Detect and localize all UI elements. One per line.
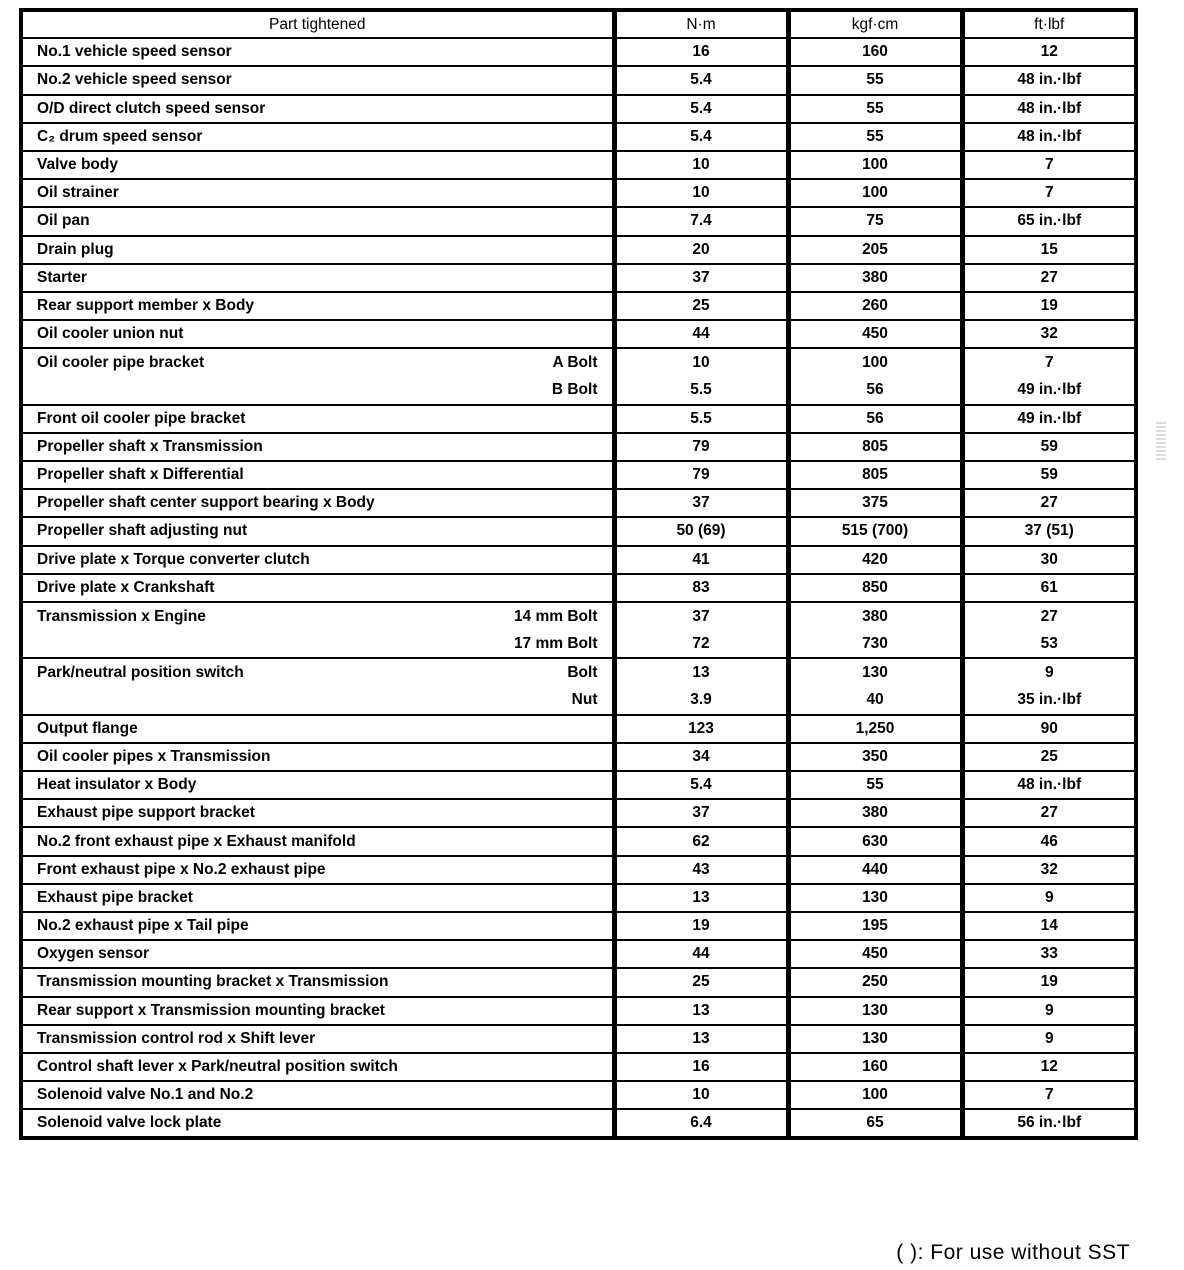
ft-lbf-value: 33: [962, 940, 1136, 968]
kgf-cm-value: 205: [788, 236, 962, 264]
kgf-cm-value: 100: [788, 179, 962, 207]
table-row: [21, 38, 1136, 66]
table-row: [21, 1053, 1136, 1081]
table-row: [21, 827, 1136, 855]
kgf-cm-value: 55: [788, 66, 962, 94]
table-row: [21, 884, 1136, 912]
part-label: Propeller shaft center support bearing x Body: [37, 494, 375, 512]
nm-value: 19: [614, 912, 788, 940]
part-cell: [21, 1109, 614, 1137]
table-row: [21, 856, 1136, 884]
kgf-cm-value: 630: [788, 827, 962, 855]
kgf-cm-value: 350: [788, 743, 962, 771]
table-row: [21, 489, 1136, 517]
kgf-cm-value: 40: [788, 687, 962, 715]
kgf-cm-value: 730: [788, 630, 962, 658]
part-label: Transmission mounting bracket x Transmission: [37, 973, 389, 991]
kgf-cm-value: 55: [788, 123, 962, 151]
nm-value: 50 (69): [614, 517, 788, 545]
part-cell: [21, 1081, 614, 1109]
ft-lbf-value: 9: [962, 1025, 1136, 1053]
ft-lbf-value: 12: [962, 1053, 1136, 1081]
torque-spec-table: [19, 8, 1138, 1140]
table-row: [21, 940, 1136, 968]
nm-value: 10: [614, 151, 788, 179]
part-cell: [21, 292, 614, 320]
part-label: Exhaust pipe support bracket: [37, 804, 255, 822]
scan-artifact: [1156, 420, 1166, 460]
kgf-cm-value: 380: [788, 602, 962, 630]
part-label: Transmission x Engine: [37, 607, 206, 625]
part-cell: [21, 940, 614, 968]
nm-value: 20: [614, 236, 788, 264]
kgf-cm-value: 850: [788, 574, 962, 602]
nm-value: 10: [614, 348, 788, 376]
kgf-cm-value: 100: [788, 348, 962, 376]
nm-value: 6.4: [614, 1109, 788, 1137]
nm-value: 44: [614, 940, 788, 968]
nm-value: 37: [614, 602, 788, 630]
ft-lbf-value: 9: [962, 658, 1136, 686]
part-label: Propeller shaft adjusting nut: [37, 522, 248, 540]
part-cell: [21, 151, 614, 179]
ft-lbf-value: 15: [962, 236, 1136, 264]
part-sub-label: 17 mm Bolt: [513, 634, 598, 652]
part-cell: [21, 1025, 614, 1053]
ft-lbf-value: 27: [962, 264, 1136, 292]
part-label: No.2 exhaust pipe x Tail pipe: [37, 917, 249, 935]
part-label: Front exhaust pipe x No.2 exhaust pipe: [37, 860, 326, 878]
table-row: [21, 292, 1136, 320]
ft-lbf-value: 12: [962, 38, 1136, 66]
ft-lbf-value: 19: [962, 292, 1136, 320]
header-kgf-cm: kgf·cm: [788, 10, 962, 38]
part-label: Heat insulator x Body: [37, 776, 197, 794]
part-sub-label: A Bolt: [552, 353, 598, 371]
part-label: Starter: [37, 268, 87, 286]
ft-lbf-value: 27: [962, 799, 1136, 827]
kgf-cm-value: 160: [788, 38, 962, 66]
part-label: Oil cooler pipes x Transmission: [37, 747, 271, 765]
table-row: [21, 348, 1136, 376]
kgf-cm-value: 75: [788, 207, 962, 235]
nm-value: 37: [614, 489, 788, 517]
nm-value: 44: [614, 320, 788, 348]
part-cell: [21, 123, 614, 151]
part-label: Drive plate x Torque converter clutch: [37, 550, 310, 568]
ft-lbf-value: 27: [962, 489, 1136, 517]
part-cell: [21, 264, 614, 292]
table-row: [21, 320, 1136, 348]
kgf-cm-value: 56: [788, 376, 962, 404]
nm-value: 10: [614, 1081, 788, 1109]
table-row: [21, 1109, 1136, 1137]
nm-value: 16: [614, 1053, 788, 1081]
ft-lbf-value: 48 in.·lbf: [962, 95, 1136, 123]
ft-lbf-value: 90: [962, 715, 1136, 743]
ft-lbf-value: 53: [962, 630, 1136, 658]
part-cell: [21, 771, 614, 799]
part-label: Solenoid valve lock plate: [37, 1113, 222, 1131]
ft-lbf-value: 9: [962, 997, 1136, 1025]
part-cell: [21, 461, 614, 489]
table-row: [21, 123, 1136, 151]
part-label: Park/neutral position switch: [37, 663, 244, 681]
part-label: Propeller shaft x Differential: [37, 466, 244, 484]
table-row: [21, 264, 1136, 292]
nm-value: 62: [614, 827, 788, 855]
table-row: [21, 912, 1136, 940]
kgf-cm-value: 55: [788, 95, 962, 123]
part-label: Output flange: [37, 719, 138, 737]
table-row: [21, 658, 1136, 686]
table-row: [21, 997, 1136, 1025]
kgf-cm-value: 55: [788, 771, 962, 799]
part-cell: [21, 715, 614, 743]
header-ft-lbf: ft·lbf: [962, 10, 1136, 38]
part-label: Drain plug: [37, 240, 114, 258]
table-row: [21, 433, 1136, 461]
ft-lbf-value: 49 in.·lbf: [962, 376, 1136, 404]
nm-value: 10: [614, 179, 788, 207]
kgf-cm-value: 130: [788, 1025, 962, 1053]
part-label: Valve body: [37, 156, 118, 174]
part-cell: [21, 38, 614, 66]
kgf-cm-value: 160: [788, 1053, 962, 1081]
part-cell: [21, 433, 614, 461]
nm-value: 43: [614, 856, 788, 884]
part-cell: [21, 827, 614, 855]
nm-value: 7.4: [614, 207, 788, 235]
ft-lbf-value: 19: [962, 968, 1136, 996]
ft-lbf-value: 56 in.·lbf: [962, 1109, 1136, 1137]
ft-lbf-value: 32: [962, 856, 1136, 884]
ft-lbf-value: 9: [962, 884, 1136, 912]
ft-lbf-value: 61: [962, 574, 1136, 602]
part-cell: [21, 517, 614, 545]
kgf-cm-value: 375: [788, 489, 962, 517]
ft-lbf-value: 59: [962, 433, 1136, 461]
table-row: [21, 743, 1136, 771]
part-cell: [21, 236, 614, 264]
kgf-cm-value: 1,250: [788, 715, 962, 743]
kgf-cm-value: 420: [788, 546, 962, 574]
nm-value: 13: [614, 884, 788, 912]
table-row: [21, 207, 1136, 235]
table-header-row: [21, 10, 1136, 38]
nm-value: 25: [614, 292, 788, 320]
table-row: [21, 1025, 1136, 1053]
part-label: Rear support x Transmission mounting bracket: [37, 1001, 385, 1019]
part-label: Drive plate x Crankshaft: [37, 578, 215, 596]
part-cell: [21, 546, 614, 574]
kgf-cm-value: 380: [788, 799, 962, 827]
kgf-cm-value: 65: [788, 1109, 962, 1137]
part-label: Oil pan: [37, 212, 90, 230]
part-sub-label: Bolt: [567, 663, 598, 681]
kgf-cm-value: 100: [788, 151, 962, 179]
nm-value: 16: [614, 38, 788, 66]
ft-lbf-value: 14: [962, 912, 1136, 940]
table-row: [21, 687, 1136, 715]
nm-value: 5.4: [614, 66, 788, 94]
ft-lbf-value: 32: [962, 320, 1136, 348]
table-row: [21, 630, 1136, 658]
ft-lbf-value: 7: [962, 179, 1136, 207]
nm-value: 13: [614, 658, 788, 686]
kgf-cm-value: 380: [788, 264, 962, 292]
nm-value: 5.5: [614, 376, 788, 404]
kgf-cm-value: 130: [788, 884, 962, 912]
part-label: No.1 vehicle speed sensor: [37, 43, 232, 61]
ft-lbf-value: 46: [962, 827, 1136, 855]
nm-value: 79: [614, 461, 788, 489]
ft-lbf-value: 48 in.·lbf: [962, 123, 1136, 151]
part-cell: [21, 1053, 614, 1081]
table-row: [21, 376, 1136, 404]
nm-value: 5.4: [614, 95, 788, 123]
part-label: Oil cooler pipe bracket: [37, 353, 205, 371]
kgf-cm-value: 100: [788, 1081, 962, 1109]
part-label: Solenoid valve No.1 and No.2: [37, 1086, 254, 1104]
nm-value: 13: [614, 1025, 788, 1053]
kgf-cm-value: 440: [788, 856, 962, 884]
part-label: Rear support member x Body: [37, 296, 255, 314]
part-label: O/D direct clutch speed sensor: [37, 99, 266, 117]
part-label: No.2 vehicle speed sensor: [37, 71, 232, 89]
nm-value: 83: [614, 574, 788, 602]
kgf-cm-value: 450: [788, 940, 962, 968]
ft-lbf-value: 7: [962, 1081, 1136, 1109]
ft-lbf-value: 48 in.·lbf: [962, 66, 1136, 94]
nm-value: 13: [614, 997, 788, 1025]
part-sub-label: 14 mm Bolt: [513, 607, 598, 625]
part-label: Exhaust pipe bracket: [37, 888, 193, 906]
ft-lbf-value: 59: [962, 461, 1136, 489]
nm-value: 5.4: [614, 123, 788, 151]
ft-lbf-value: 25: [962, 743, 1136, 771]
part-cell: [21, 574, 614, 602]
table-row: [21, 151, 1136, 179]
ft-lbf-value: 65 in.·lbf: [962, 207, 1136, 235]
table-row: [21, 546, 1136, 574]
part-cell: [21, 95, 614, 123]
table-row: [21, 715, 1136, 743]
part-label: No.2 front exhaust pipe x Exhaust manifold: [37, 832, 356, 850]
part-cell: [21, 66, 614, 94]
part-label: Oil cooler union nut: [37, 325, 184, 343]
part-label: Front oil cooler pipe bracket: [37, 409, 246, 427]
table-row: [21, 1081, 1136, 1109]
part-cell: [21, 884, 614, 912]
table-row: [21, 968, 1136, 996]
ft-lbf-value: 27: [962, 602, 1136, 630]
part-cell: [21, 207, 614, 235]
nm-value: 79: [614, 433, 788, 461]
nm-value: 72: [614, 630, 788, 658]
part-sub-label: Nut: [571, 691, 598, 709]
table-row: [21, 179, 1136, 207]
kgf-cm-value: 195: [788, 912, 962, 940]
ft-lbf-value: 49 in.·lbf: [962, 405, 1136, 433]
ft-lbf-value: 7: [962, 348, 1136, 376]
part-cell: [21, 320, 614, 348]
nm-value: 37: [614, 799, 788, 827]
part-label: Transmission control rod x Shift lever: [37, 1029, 316, 1047]
part-label: Propeller shaft x Transmission: [37, 437, 263, 455]
kgf-cm-value: 260: [788, 292, 962, 320]
part-cell: [21, 997, 614, 1025]
table-row: [21, 574, 1136, 602]
part-sub-label: B Bolt: [551, 381, 598, 399]
part-cell: [21, 376, 614, 404]
nm-value: 5.4: [614, 771, 788, 799]
table-row: [21, 236, 1136, 264]
table-row: [21, 405, 1136, 433]
table-row: [21, 66, 1136, 94]
kgf-cm-value: 250: [788, 968, 962, 996]
header-part-tightened: Part tightened: [21, 10, 614, 38]
part-cell: [21, 348, 614, 376]
part-cell: [21, 687, 614, 715]
ft-lbf-value: 30: [962, 546, 1136, 574]
table-row: [21, 95, 1136, 123]
header-nm: N·m: [614, 10, 788, 38]
nm-value: 25: [614, 968, 788, 996]
part-cell: [21, 799, 614, 827]
kgf-cm-value: 130: [788, 997, 962, 1025]
table-row: [21, 517, 1136, 545]
part-cell: [21, 968, 614, 996]
nm-value: 123: [614, 715, 788, 743]
nm-value: 37: [614, 264, 788, 292]
ft-lbf-value: 48 in.·lbf: [962, 771, 1136, 799]
footnote: ( ): For use without SST: [896, 1241, 1130, 1264]
ft-lbf-value: 7: [962, 151, 1136, 179]
kgf-cm-value: 515 (700): [788, 517, 962, 545]
kgf-cm-value: 130: [788, 658, 962, 686]
nm-value: 34: [614, 743, 788, 771]
kgf-cm-value: 56: [788, 405, 962, 433]
table-row: [21, 602, 1136, 630]
part-cell: [21, 602, 614, 630]
table-body: [21, 38, 1136, 1137]
part-cell: [21, 405, 614, 433]
kgf-cm-value: 450: [788, 320, 962, 348]
part-cell: [21, 658, 614, 686]
nm-value: 5.5: [614, 405, 788, 433]
part-label: Control shaft lever x Park/neutral position switch: [37, 1058, 398, 1076]
part-label: C₂ drum speed sensor: [37, 127, 203, 145]
kgf-cm-value: 805: [788, 433, 962, 461]
table-row: [21, 771, 1136, 799]
part-cell: [21, 856, 614, 884]
part-label: Oxygen sensor: [37, 945, 149, 963]
part-label: Oil strainer: [37, 184, 119, 202]
kgf-cm-value: 805: [788, 461, 962, 489]
ft-lbf-value: 35 in.·lbf: [962, 687, 1136, 715]
part-cell: [21, 179, 614, 207]
ft-lbf-value: 37 (51): [962, 517, 1136, 545]
table-row: [21, 461, 1136, 489]
part-cell: [21, 489, 614, 517]
part-cell: [21, 630, 614, 658]
table-row: [21, 799, 1136, 827]
part-cell: [21, 912, 614, 940]
part-cell: [21, 743, 614, 771]
nm-value: 41: [614, 546, 788, 574]
nm-value: 3.9: [614, 687, 788, 715]
